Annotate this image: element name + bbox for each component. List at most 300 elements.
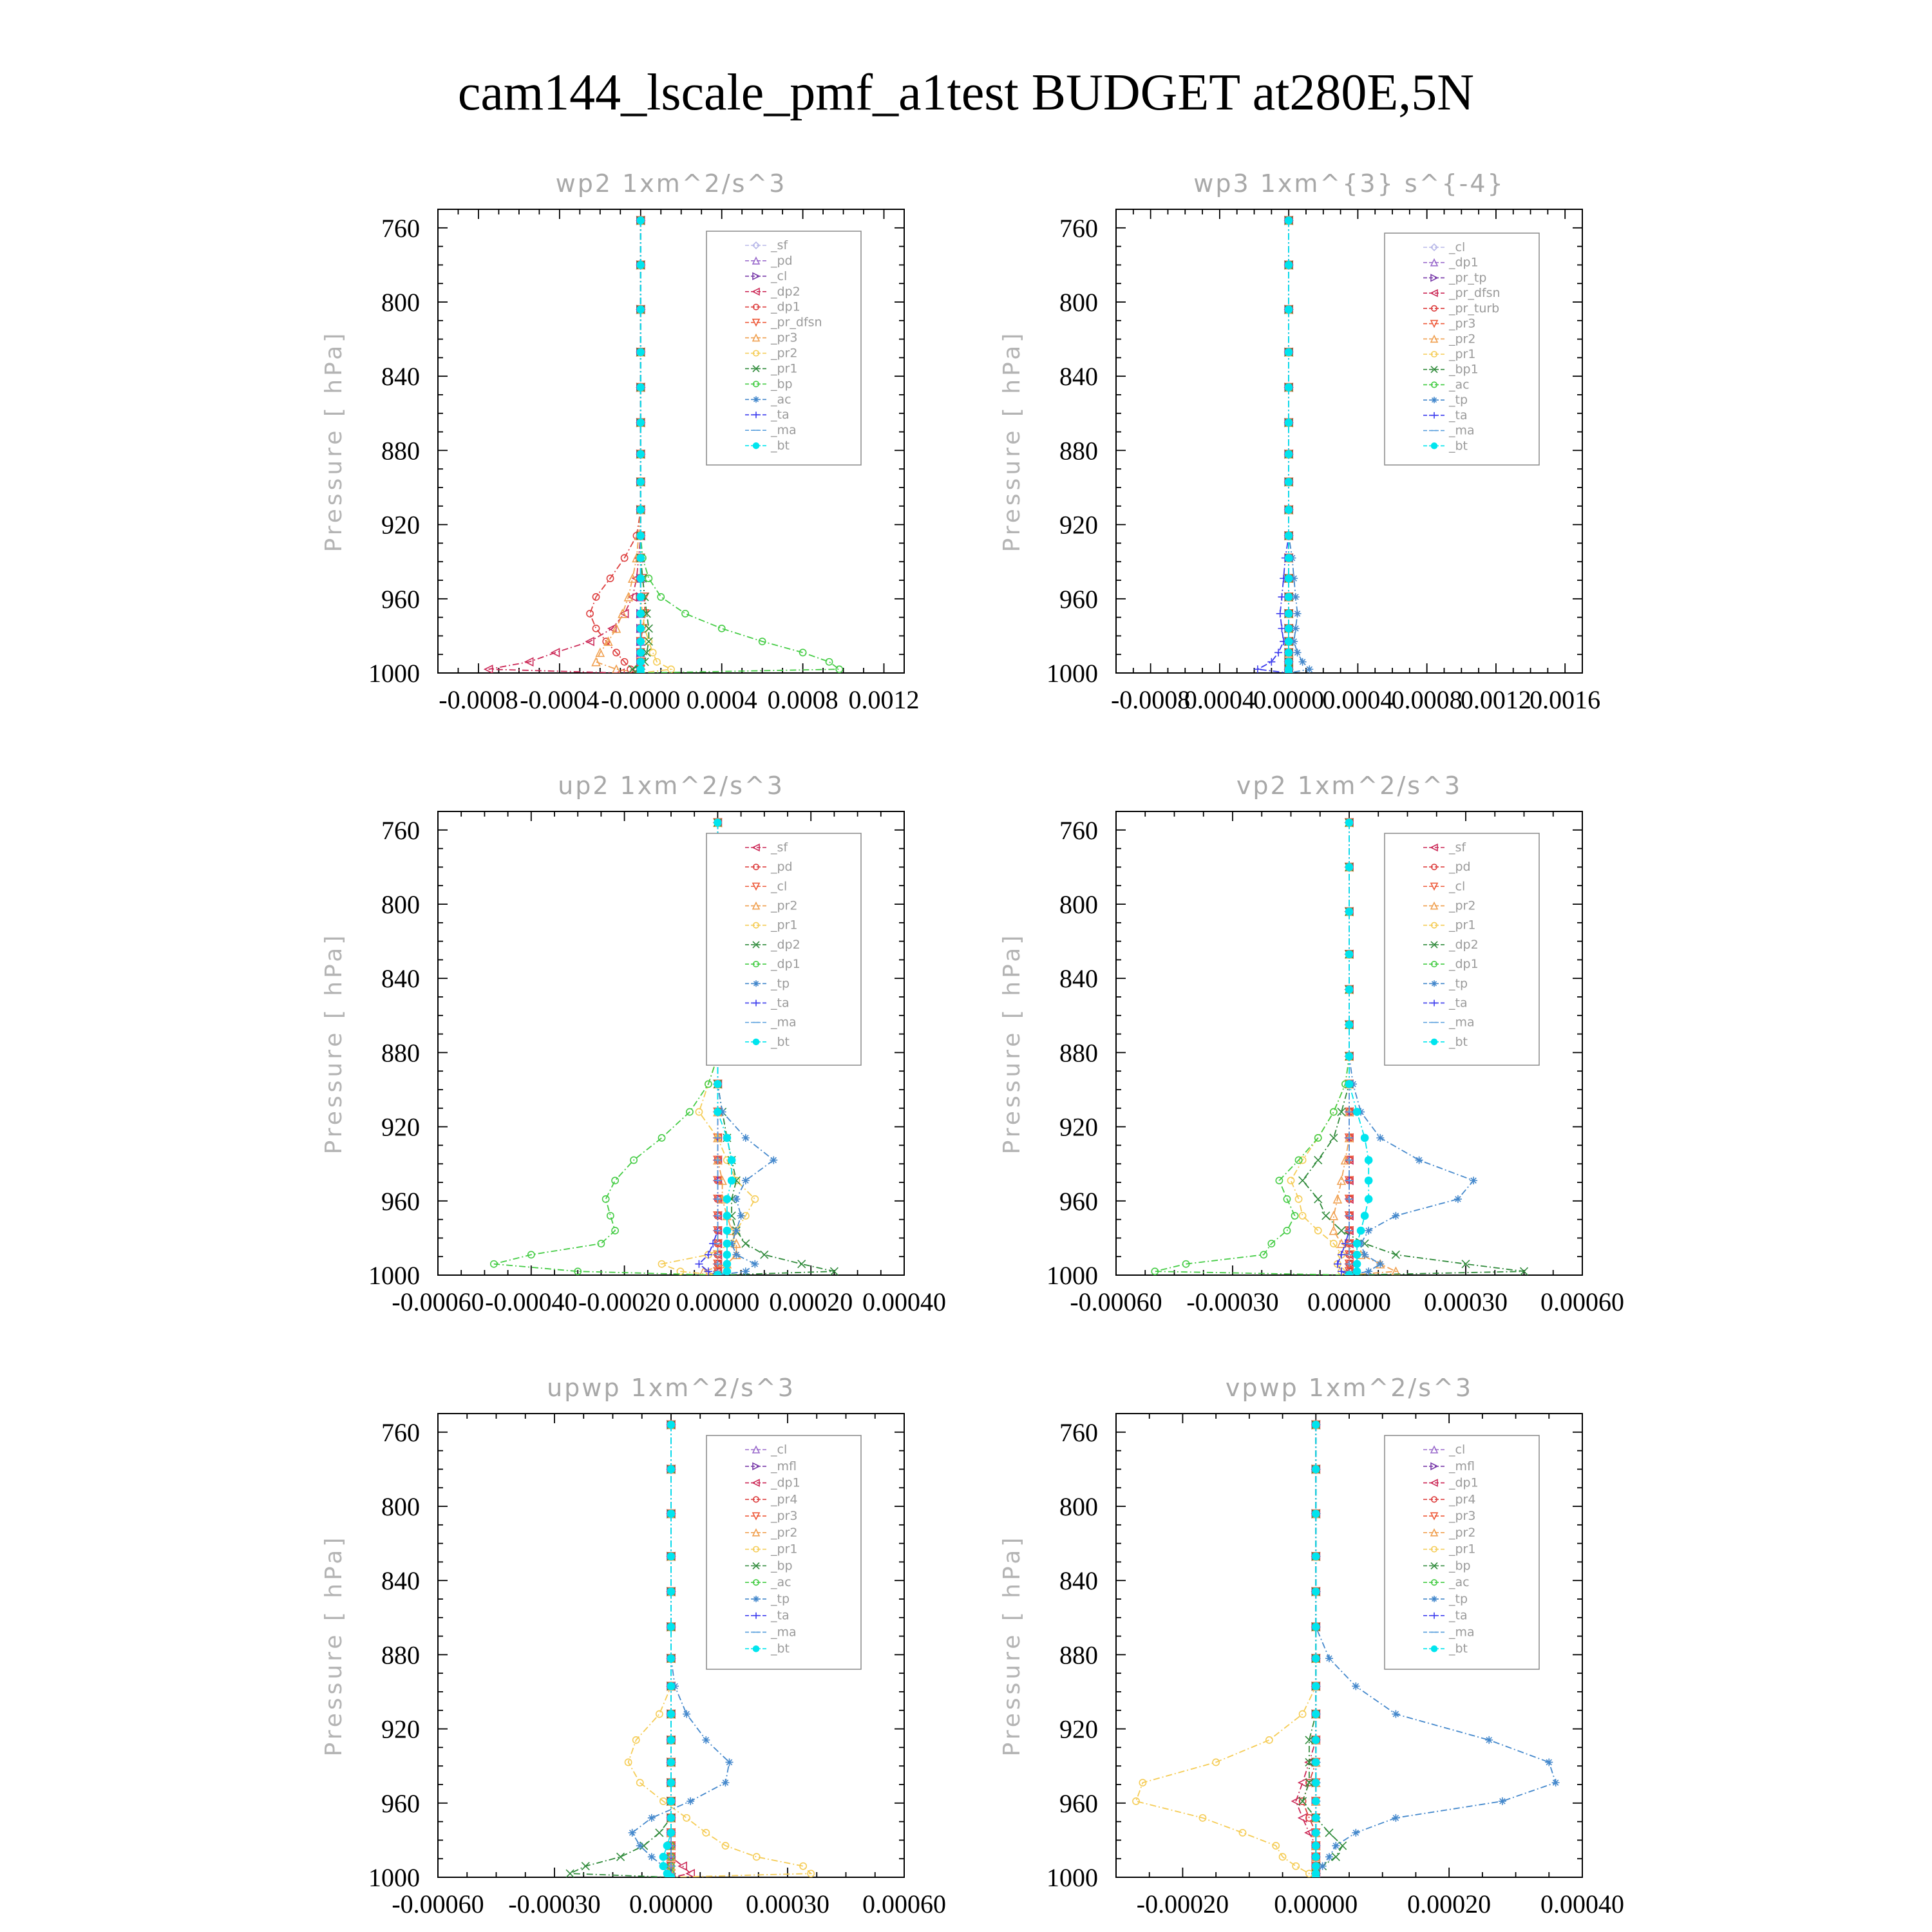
legend-label: _ma — [1449, 423, 1475, 438]
legend-label: _bt — [771, 1642, 790, 1656]
data-point — [617, 1853, 625, 1861]
legend-marker — [753, 1039, 760, 1046]
legend-label: _tp — [771, 1591, 790, 1606]
series-line — [1303, 1425, 1343, 1877]
data-point — [1357, 1227, 1365, 1235]
data-point — [1361, 1134, 1369, 1142]
data-point — [1266, 1737, 1273, 1743]
data-point — [636, 593, 645, 601]
legend — [1385, 833, 1539, 1065]
data-point — [826, 659, 832, 665]
data-point — [1376, 1134, 1384, 1142]
y-tick-label: 800 — [1059, 1492, 1098, 1521]
data-point — [1305, 665, 1313, 673]
legend-label: _ta — [771, 408, 790, 422]
data-point — [1315, 1227, 1321, 1234]
legend-label: _pr4 — [1449, 1492, 1476, 1507]
data-point — [1292, 593, 1300, 601]
series-dp1 — [1151, 819, 1352, 1278]
data-point — [719, 625, 725, 632]
y-tick-label: 840 — [1059, 362, 1098, 392]
data-point — [723, 1240, 732, 1248]
data-point — [696, 1108, 702, 1115]
data-point — [650, 649, 656, 656]
x-tick-label: 0.00000 — [629, 1889, 713, 1918]
legend-label: _ac — [1449, 1575, 1470, 1590]
data-point — [587, 611, 593, 617]
legend-marker — [753, 396, 759, 402]
legend-label: _pr1 — [771, 918, 798, 933]
data-point — [1330, 1212, 1338, 1220]
data-point — [667, 1510, 676, 1518]
data-point — [1312, 1853, 1320, 1861]
data-point — [1285, 348, 1293, 356]
panel-title: vpwp 1xm^2/s^3 — [1225, 1374, 1473, 1402]
y-tick-label: 1000 — [1046, 1863, 1098, 1892]
x-tick-label: 0.0016 — [1530, 685, 1601, 714]
data-point — [1312, 1682, 1320, 1690]
legend-label: _ma — [771, 423, 797, 438]
data-point — [714, 1271, 722, 1280]
data-point — [1338, 1227, 1345, 1235]
data-point — [723, 1212, 732, 1220]
y-tick-label: 880 — [381, 1038, 420, 1068]
data-point — [636, 419, 645, 427]
data-point — [1285, 554, 1293, 562]
legend-label: _pr3 — [771, 330, 798, 345]
legend-label: _pr2 — [771, 898, 798, 913]
series-dp1 — [587, 217, 644, 676]
legend-label: _pr1 — [1449, 347, 1476, 361]
data-point — [603, 1196, 609, 1202]
panel-5 — [321, 1374, 946, 1918]
data-point — [742, 1267, 750, 1275]
series-dp2 — [485, 216, 645, 677]
y-tick-label: 840 — [381, 1566, 420, 1596]
data-point — [636, 638, 645, 646]
data-point — [1325, 1853, 1333, 1861]
data-point — [1285, 216, 1293, 225]
data-point — [612, 1177, 618, 1184]
data-point — [1485, 1736, 1493, 1744]
legend-label: _ta — [1449, 996, 1468, 1010]
data-point — [636, 1842, 644, 1850]
data-point — [728, 1156, 736, 1164]
y-tick-label: 920 — [1059, 1112, 1098, 1142]
data-point — [1312, 1779, 1320, 1787]
y-tick-label: 800 — [1059, 890, 1098, 919]
data-point — [645, 638, 652, 645]
series-ta — [1334, 819, 1353, 1279]
legend-label: _tp — [1449, 393, 1468, 408]
data-point — [1376, 1260, 1384, 1268]
data-point — [1285, 649, 1293, 657]
series-line — [489, 220, 641, 673]
x-tick-label: 0.00020 — [1407, 1889, 1492, 1918]
data-point — [1353, 1267, 1361, 1276]
legend-label: _dp2 — [771, 284, 800, 299]
y-axis-label: Pressure [ hPa] — [999, 932, 1025, 1155]
series-pr_dfsn — [637, 216, 649, 677]
data-point — [663, 1842, 672, 1850]
data-point — [1352, 1829, 1359, 1837]
data-point — [1454, 1195, 1462, 1203]
data-point — [682, 611, 688, 617]
data-point — [1285, 625, 1293, 633]
legend-label: _ma — [1449, 1015, 1475, 1030]
y-tick-label: 760 — [1059, 815, 1098, 845]
x-tick-label: 0.00040 — [862, 1287, 946, 1316]
panel-title: up2 1xm^2/s^3 — [558, 772, 784, 800]
legend-label: _dp1 — [771, 299, 800, 314]
data-point — [636, 478, 645, 486]
legend-label: _pr_tp — [1449, 270, 1487, 285]
data-point — [1392, 1814, 1399, 1822]
legend-marker — [1431, 1596, 1437, 1602]
data-point — [1322, 1212, 1330, 1220]
data-point — [1345, 1052, 1354, 1061]
data-point — [667, 1797, 676, 1806]
data-point — [1292, 625, 1300, 632]
data-point — [1338, 1108, 1345, 1116]
data-point — [1285, 638, 1293, 646]
data-point — [1345, 1271, 1354, 1280]
data-point — [1285, 450, 1293, 459]
data-point — [1312, 1510, 1320, 1518]
data-point — [636, 669, 645, 677]
legend-label: _sf — [771, 840, 788, 855]
data-point — [1312, 1736, 1320, 1745]
series-line — [663, 1425, 671, 1877]
data-point — [1499, 1797, 1506, 1805]
data-point — [723, 1260, 732, 1268]
x-tick-label: 0.0008 — [767, 685, 838, 714]
x-tick-label: -0.00030 — [508, 1889, 601, 1918]
legend-label: _pr1 — [1449, 918, 1476, 933]
x-tick-label: -0.0008 — [1110, 685, 1191, 714]
data-point — [1312, 1842, 1320, 1850]
x-tick-label: -0.0000 — [601, 685, 681, 714]
data-point — [667, 1421, 676, 1429]
x-tick-label: -0.00030 — [1186, 1287, 1279, 1316]
data-point — [742, 1240, 750, 1247]
data-point — [592, 625, 599, 632]
panel-title: wp3 1xm^{3} s^{-4} — [1193, 169, 1505, 198]
legend-label: _ta — [1449, 408, 1468, 422]
data-point — [1361, 1212, 1369, 1220]
data-point — [683, 1710, 690, 1718]
legend — [1385, 233, 1539, 465]
panel-3 — [321, 772, 946, 1316]
series-line — [641, 220, 645, 673]
series-pr3 — [592, 216, 645, 677]
y-tick-label: 920 — [381, 1714, 420, 1744]
y-axis-label: Pressure [ hPa] — [321, 330, 347, 553]
legend-label: _tp — [1449, 1591, 1468, 1606]
data-point — [1285, 574, 1293, 583]
legend-label: _tp — [771, 976, 790, 991]
series-pr1 — [1133, 1421, 1319, 1880]
series-line — [1349, 822, 1368, 1275]
data-point — [1285, 532, 1293, 540]
x-tick-label: 0.00000 — [1307, 1287, 1391, 1316]
data-point — [667, 1623, 676, 1631]
legend-label: _mfl — [1449, 1459, 1475, 1473]
legend-label: _pr_turb — [1449, 301, 1500, 316]
legend-label: _ta — [771, 1608, 790, 1623]
legend-label: _pr2 — [1449, 332, 1476, 346]
legend-label: _cl — [1449, 240, 1466, 254]
x-tick-label: 0.00000 — [676, 1287, 760, 1316]
legend-label: _pr1 — [771, 361, 798, 376]
data-point — [1312, 1758, 1320, 1766]
panel-4 — [999, 772, 1624, 1316]
data-point — [770, 1156, 777, 1164]
data-point — [732, 1227, 740, 1235]
data-point — [1392, 1212, 1399, 1220]
y-tick-label: 960 — [381, 584, 420, 614]
data-point — [1285, 593, 1293, 601]
data-point — [1312, 1623, 1320, 1631]
panels — [321, 169, 1624, 1918]
series-line — [570, 1425, 671, 1877]
legend — [1385, 1435, 1539, 1669]
data-point — [721, 1779, 729, 1786]
data-point — [582, 1862, 589, 1870]
panel-title: upwp 1xm^2/s^3 — [547, 1374, 795, 1402]
y-tick-label: 880 — [381, 436, 420, 466]
legend-label: _pr1 — [771, 1542, 798, 1557]
y-tick-label: 800 — [381, 288, 420, 317]
data-point — [1470, 1177, 1477, 1184]
data-point — [667, 1682, 676, 1690]
panel-title: wp2 1xm^2/s^3 — [555, 169, 787, 198]
data-point — [658, 1135, 665, 1141]
legend-label: _cl — [771, 269, 788, 283]
data-point — [648, 1814, 656, 1822]
y-tick-label: 840 — [1059, 964, 1098, 994]
data-point — [1312, 1465, 1320, 1473]
data-point — [1392, 1710, 1399, 1718]
data-point — [753, 1853, 760, 1860]
data-point — [1312, 1587, 1320, 1596]
data-point — [1352, 1682, 1359, 1690]
data-point — [1312, 1710, 1320, 1718]
y-tick-label: 960 — [1059, 1788, 1098, 1818]
data-point — [1345, 863, 1354, 871]
data-point — [1345, 950, 1354, 958]
data-point — [636, 450, 645, 459]
data-point — [1345, 1080, 1354, 1088]
data-point — [1552, 1779, 1560, 1786]
data-point — [723, 1251, 732, 1259]
data-point — [761, 1251, 768, 1258]
x-tick-label: 0.0004 — [686, 685, 757, 714]
data-point — [636, 305, 645, 314]
data-point — [1254, 665, 1262, 673]
x-tick-label: 0.00030 — [1424, 1287, 1508, 1316]
y-tick-label: 800 — [381, 890, 420, 919]
legend-label: _cl — [1449, 1443, 1466, 1457]
x-tick-label: 0.0008 — [1391, 685, 1463, 714]
data-point — [1338, 1267, 1345, 1275]
series-line — [494, 822, 718, 1275]
data-point — [1334, 1260, 1341, 1268]
legend-label: _pr2 — [771, 346, 798, 361]
data-point — [648, 1853, 656, 1861]
data-point — [636, 574, 645, 583]
series-line — [1338, 822, 1349, 1275]
legend-label: _pr4 — [771, 1492, 798, 1507]
data-point — [1293, 1863, 1299, 1870]
legend-label: _pr2 — [1449, 898, 1476, 913]
legend-label: _dp1 — [771, 957, 800, 972]
x-tick-label: -0.0004 — [520, 685, 600, 714]
data-point — [566, 1870, 574, 1877]
data-point — [1345, 985, 1354, 994]
data-point — [1353, 1251, 1361, 1259]
data-point — [723, 1267, 732, 1276]
legend-label: _ma — [1449, 1625, 1475, 1640]
y-tick-label: 760 — [381, 213, 420, 243]
x-tick-label: -0.00020 — [578, 1287, 671, 1316]
legend-label: _tp — [1449, 976, 1468, 991]
data-point — [645, 625, 652, 632]
data-point — [1299, 1779, 1307, 1786]
y-axis-label: Pressure [ hPa] — [321, 932, 347, 1155]
data-point — [636, 554, 645, 562]
x-tick-label: 0.0004 — [1184, 685, 1255, 714]
data-point — [1312, 1552, 1320, 1560]
data-point — [1353, 1240, 1361, 1248]
panel-1 — [321, 169, 920, 714]
y-tick-label: 880 — [1059, 436, 1098, 466]
legend-label: _dp1 — [1449, 255, 1479, 270]
legend-label: _ma — [771, 1015, 797, 1030]
data-point — [737, 1212, 745, 1220]
data-point — [667, 1758, 676, 1766]
legend-label: _bp — [771, 1558, 793, 1573]
legend-label: _bp1 — [1449, 362, 1479, 377]
data-point — [1312, 1797, 1320, 1806]
data-point — [1274, 649, 1282, 656]
y-tick-label: 1000 — [368, 1261, 420, 1290]
figure-title: cam144_lscale_pmf_a1test BUDGET at280E,5N — [457, 64, 1475, 121]
data-point — [1299, 658, 1307, 666]
legend-label: _dp1 — [1449, 957, 1479, 972]
data-point — [1332, 1853, 1340, 1861]
data-point — [667, 1465, 676, 1473]
data-point — [742, 1177, 750, 1184]
y-tick-label: 760 — [381, 815, 420, 845]
panel-6 — [999, 1374, 1624, 1918]
data-point — [1339, 1842, 1347, 1850]
legend-label: _ac — [771, 1575, 791, 1590]
y-tick-label: 920 — [1059, 1714, 1098, 1744]
legend-label: _pr_dfsn — [1449, 286, 1501, 301]
x-tick-label: -0.00020 — [1136, 1889, 1229, 1918]
data-point — [1312, 1654, 1320, 1663]
data-point — [636, 625, 645, 633]
y-tick-label: 840 — [381, 964, 420, 994]
data-point — [723, 1134, 732, 1142]
legend-marker — [1431, 397, 1437, 403]
legend-label: _ta — [1449, 1608, 1468, 1623]
data-point — [683, 1815, 690, 1821]
data-point — [714, 1080, 722, 1088]
legend-label: _bt — [771, 439, 790, 453]
series-bp — [566, 1421, 675, 1881]
legend-label: _mfl — [771, 1459, 797, 1473]
x-tick-label: 0.00060 — [862, 1889, 946, 1918]
legend-label: _ma — [771, 1625, 797, 1640]
data-point — [1392, 1251, 1399, 1258]
y-tick-label: 1000 — [1046, 659, 1098, 688]
data-point — [1365, 1227, 1372, 1235]
y-tick-label: 800 — [381, 1492, 420, 1521]
data-point — [1299, 1177, 1307, 1184]
data-point — [667, 1587, 676, 1596]
legend — [706, 231, 861, 465]
x-tick-label: 0.0000 — [1253, 685, 1325, 714]
data-point — [1332, 1842, 1340, 1850]
series-line — [590, 220, 641, 673]
series-bt — [1285, 216, 1293, 677]
y-tick-label: 880 — [381, 1640, 420, 1670]
y-tick-label: 960 — [1059, 1186, 1098, 1216]
legend-label: _pr1 — [1449, 1542, 1476, 1557]
y-axis-label: Pressure [ hPa] — [321, 1534, 347, 1757]
legend — [706, 833, 861, 1065]
data-point — [667, 1779, 676, 1787]
legend-label: _cl — [1449, 879, 1466, 894]
data-point — [667, 1552, 676, 1560]
legend-label: _bt — [771, 1034, 790, 1049]
data-point — [705, 1251, 712, 1258]
data-point — [1325, 1654, 1333, 1662]
y-tick-label: 880 — [1059, 1640, 1098, 1670]
data-point — [742, 1134, 750, 1142]
data-point — [1365, 1195, 1373, 1204]
data-point — [1285, 383, 1293, 392]
data-point — [667, 1710, 676, 1718]
series-line — [1291, 822, 1350, 1275]
data-point — [1345, 819, 1354, 827]
series-pr1 — [1287, 819, 1352, 1278]
data-point — [1345, 1021, 1354, 1029]
legend-marker — [753, 980, 759, 987]
y-tick-label: 840 — [1059, 1566, 1098, 1596]
legend-label: _ta — [771, 996, 790, 1010]
data-point — [1345, 907, 1354, 916]
legend-label: _dp2 — [1449, 937, 1479, 952]
series-bp — [1299, 1421, 1347, 1881]
x-tick-label: -0.00060 — [392, 1287, 484, 1316]
legend-label: _sf — [771, 238, 788, 252]
legend-label: _pd — [771, 253, 793, 268]
series-bt — [1312, 1421, 1320, 1881]
data-point — [1312, 1862, 1320, 1870]
series-dp1 — [491, 819, 721, 1278]
series-line — [1289, 220, 1309, 673]
data-point — [1330, 1134, 1338, 1142]
data-point — [636, 216, 645, 225]
data-point — [656, 1710, 663, 1717]
series-ta — [1254, 216, 1293, 677]
data-point — [1285, 506, 1293, 514]
legend-label: _pr_dfsn — [771, 315, 822, 330]
data-point — [667, 1814, 676, 1823]
